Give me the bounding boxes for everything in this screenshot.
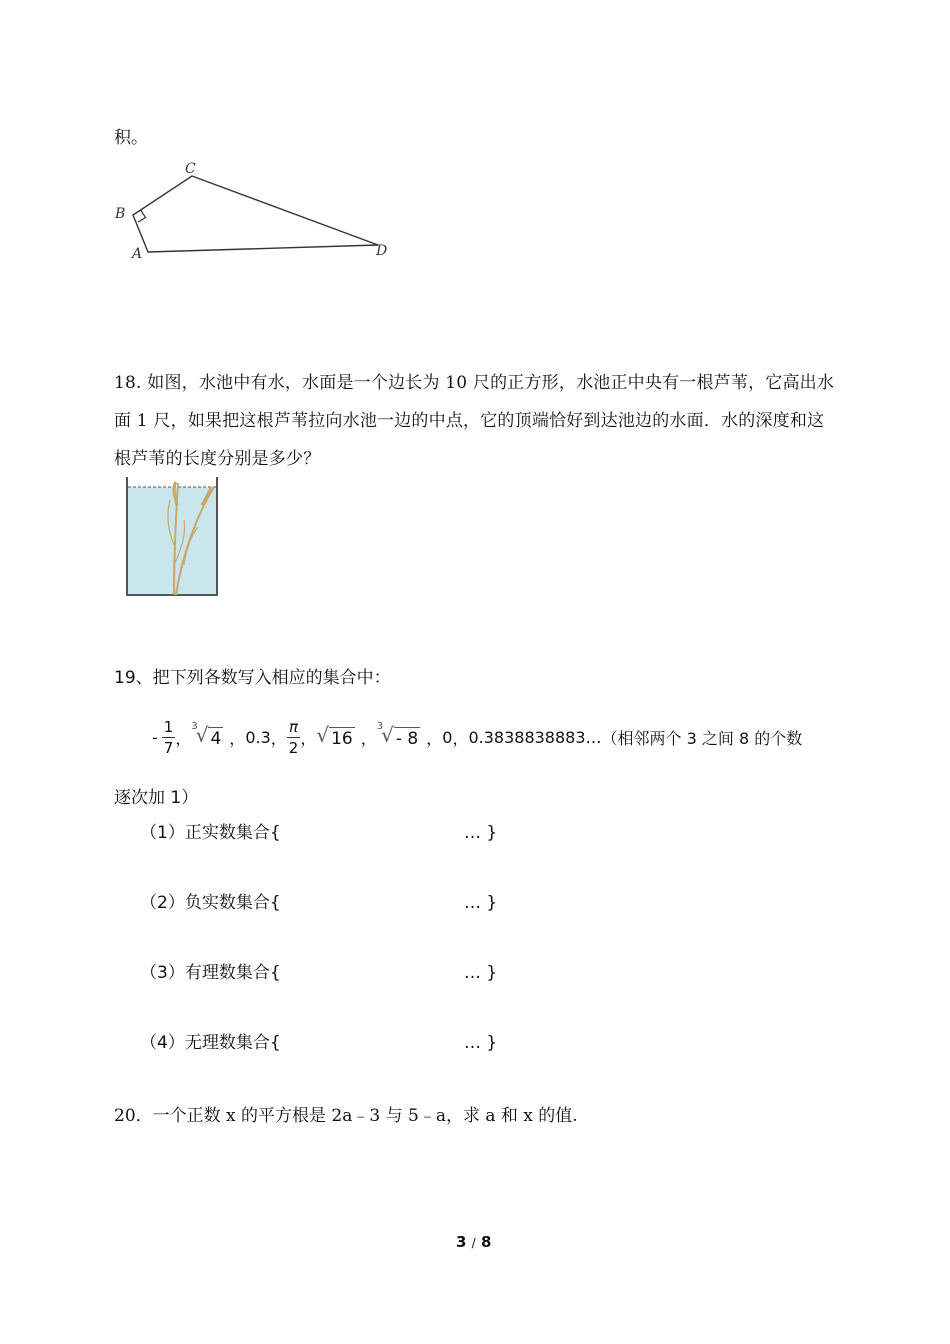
set-negative-reals: （2）负实数集合{ … } <box>140 893 498 913</box>
comma: ， <box>360 728 377 748</box>
right-angle-mark <box>138 210 146 222</box>
label-c: C <box>185 161 196 177</box>
pond-reed-figure <box>122 475 222 599</box>
comma: ， <box>300 728 317 748</box>
set-irrationals: （4）无理数集合{ … } <box>140 1033 498 1053</box>
cube-root-neg-8: 3 √ - 8 <box>376 721 419 749</box>
q17-tail-text: 积。 <box>114 128 148 148</box>
set-rationals: （3）有理数集合{ … } <box>140 963 498 983</box>
label-b: B <box>115 206 126 222</box>
page-number: 3 / 8 <box>456 1233 492 1251</box>
value-0: 0 <box>442 727 453 747</box>
q19-number-list <box>152 712 802 762</box>
square-root-16: √ 16 <box>316 723 353 749</box>
label-d: D <box>376 243 388 259</box>
fraction-one-seventh: $\frac{1}{7}$ <box>163 717 174 757</box>
q19-note: （相邻两个 3 之间 8 的个数 <box>601 728 803 748</box>
fraction-pi-over-2: $\frac{\pi}{2}$ <box>288 717 299 757</box>
quadrilateral-outline <box>133 176 378 252</box>
set-positive-reals: （1）正实数集合{ … } <box>140 823 498 843</box>
comma: ， <box>426 728 443 748</box>
comma: ， <box>452 728 469 748</box>
long-decimal: 0.3838838883… <box>468 727 602 747</box>
comma: ， <box>229 728 246 748</box>
comma: ， <box>270 728 287 748</box>
q19-title: 19、把下列各数写入相应的集合中： <box>114 668 391 688</box>
cube-root-4: 3 √ 4 <box>191 721 222 749</box>
q20-text: 20．一个正数 x 的平方根是 2a﹣3 与 5﹣a，求 a 和 x 的值. <box>114 1106 578 1126</box>
q18-text: 18. 如图，水池中有水，水面是一个边长为 10 尺的正方形，水池正中央有一根芦苇，它高出水面 1 尺，如果把这根芦苇拉向水池一边的中点，它的顶端恰好到达池边的水面．水的深度和这根芦苇的长度分别是多少？ <box>114 373 835 469</box>
comma: ， <box>175 728 192 748</box>
quadrilateral-abcd-figure <box>110 156 410 276</box>
q19-note-continuation: 逐次加 1） <box>114 788 199 808</box>
neg-sign: - <box>152 727 158 747</box>
value-0-3: 0.3 <box>245 727 271 747</box>
label-a: A <box>132 246 143 262</box>
